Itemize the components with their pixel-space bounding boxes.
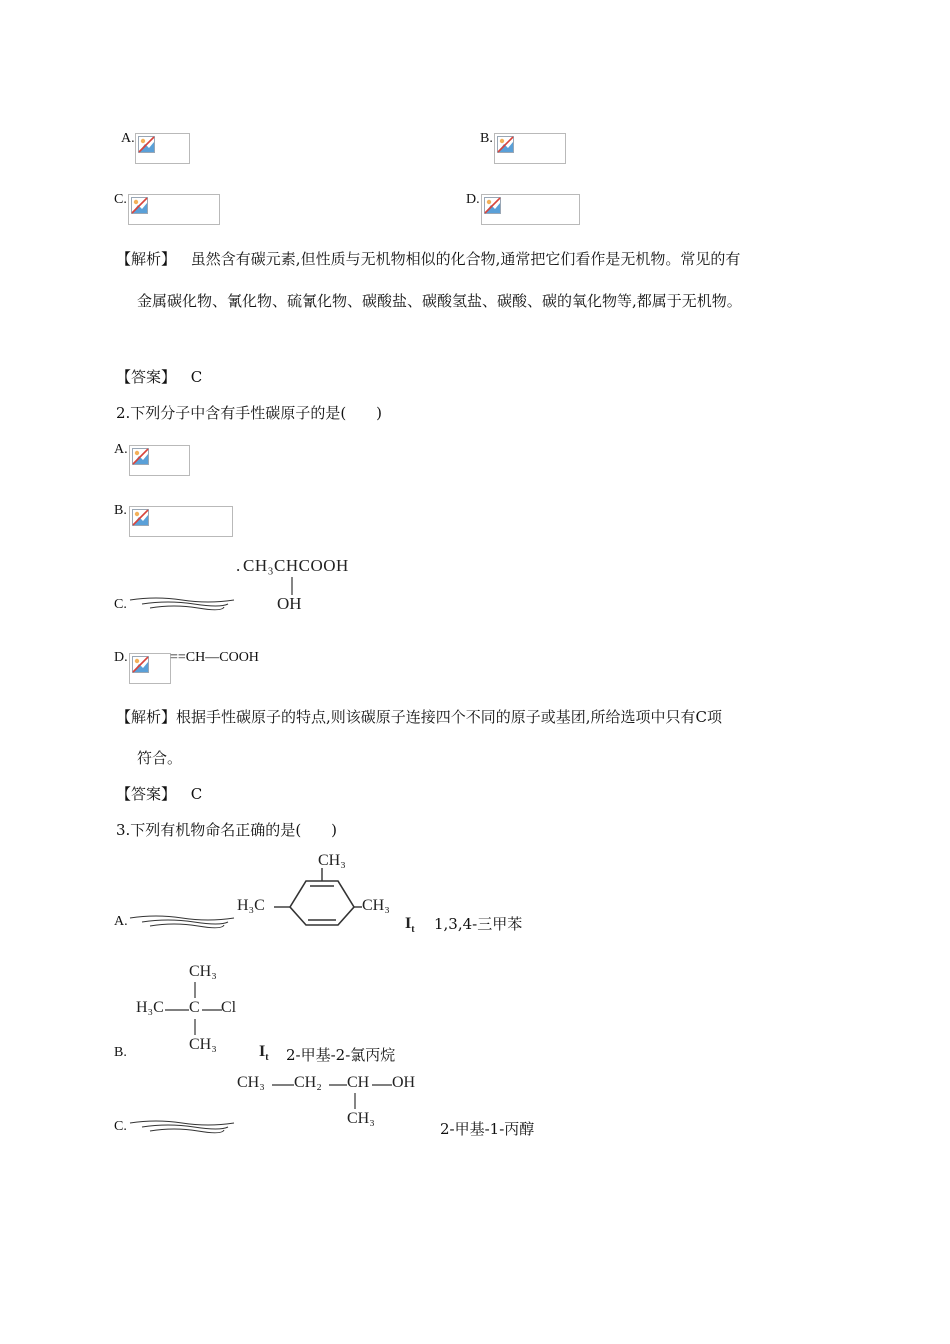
q2-option-d-label: D. <box>114 650 128 665</box>
q3-a-h3c: H₃C <box>237 897 265 914</box>
broken-image-icon <box>131 197 148 214</box>
q3-a-marker: $I_t$ <box>405 915 415 936</box>
q1-option-d-image <box>481 194 580 225</box>
q3-option-c-label: C. <box>114 1119 127 1134</box>
benzene-ring <box>268 868 368 930</box>
q2-d-formula: ==CH—COOH <box>170 650 259 665</box>
q2-c-formula-bottom: OH <box>277 594 302 613</box>
q1-option-d-label: D. <box>466 192 480 207</box>
q3-c-ch: CH <box>347 1074 370 1091</box>
q2-answer <box>116 784 202 804</box>
q2-c-formula-top: CH₃CHCOOH <box>243 556 349 575</box>
q1-analysis-line2: 金属碳化物、氰化物、硫氰化物、碳酸盐、碳酸氢盐、碳酸、碳的氧化物等,都属于无机物。 <box>137 292 742 310</box>
q1-option-c-label: C. <box>114 192 127 207</box>
broken-image-icon <box>132 509 149 526</box>
wave-scribble <box>128 912 236 930</box>
q2-option-a-image <box>129 445 190 476</box>
q3-b-h3c: H₃C <box>136 999 164 1016</box>
bond-line <box>202 1008 222 1012</box>
analysis-tag: 【解析】 <box>116 708 177 726</box>
q3-b-c: C <box>189 999 200 1016</box>
q3-b-cl: Cl <box>221 999 237 1016</box>
analysis-tag: 【解析】 <box>116 250 177 268</box>
q2-option-a-label: A. <box>114 442 128 457</box>
broken-image-icon <box>484 197 501 214</box>
q1-option-a-image <box>135 133 190 164</box>
bond-line <box>272 1083 294 1087</box>
q3-c-oh: OH <box>392 1074 416 1091</box>
q2-option-b-label: B. <box>114 503 127 518</box>
bond-line <box>193 1019 197 1035</box>
q3-a-ch3-top: CH₃ <box>318 852 346 869</box>
q3-c-ch3-bottom: CH₃ <box>347 1110 375 1127</box>
q1-option-c-image <box>128 194 220 225</box>
broken-image-icon <box>497 136 514 153</box>
q2-option-b-image <box>129 506 233 537</box>
q3-b-marker: $I_t$ <box>259 1043 269 1064</box>
q2-c-dot: . <box>236 556 241 575</box>
answer-tag: 【答案】 <box>116 785 177 803</box>
q1-answer-value: C <box>190 368 203 386</box>
wave-scribble <box>128 1117 236 1135</box>
q2-stem: 2.下列分子中含有手性碳原子的是( ) <box>116 404 383 422</box>
bond-line <box>353 1093 357 1109</box>
q2-analysis-line1 <box>116 707 722 727</box>
q3-b-ch3-bottom: CH₃ <box>189 1036 217 1053</box>
q3-c-ch3: CH₃ <box>237 1074 265 1091</box>
q2-answer-value: C <box>190 785 203 803</box>
q3-c-ch2: CH₂ <box>294 1074 322 1091</box>
q1-option-a-label: A. <box>121 131 135 146</box>
q3-a-ch3-right: CH₃ <box>362 897 390 914</box>
q1-answer <box>116 367 202 387</box>
q1-analysis-line1 <box>116 249 740 269</box>
broken-image-icon <box>132 448 149 465</box>
q1-option-b-image <box>494 133 566 164</box>
q3-a-name: 1,3,4-三甲苯 <box>434 915 523 933</box>
q3-b-name: 2-甲基-2-氯丙烷 <box>286 1046 396 1064</box>
broken-image-icon <box>132 656 149 673</box>
q2-option-d-image <box>129 653 171 684</box>
q3-stem: 3.下列有机物命名正确的是( ) <box>116 821 338 839</box>
q3-option-a-label: A. <box>114 914 128 929</box>
answer-tag: 【答案】 <box>116 368 177 386</box>
q2-option-c-label: C. <box>114 597 127 612</box>
q3-b-ch3-top: CH₃ <box>189 963 217 980</box>
bond-line <box>372 1083 392 1087</box>
bond-line <box>165 1008 189 1012</box>
q1-analysis-text: 虽然含有碳元素,但性质与无机物相似的化合物,通常把它们看作是无机物。常见的有 <box>190 250 741 268</box>
q3-c-name: 2-甲基-1-丙醇 <box>440 1120 535 1138</box>
q3-option-b-label: B. <box>114 1045 127 1060</box>
q2-analysis-text: 根据手性碳原子的特点,则该碳原子连接四个不同的原子或基团,所给选项中只有C项 <box>176 708 723 726</box>
bond-line <box>290 577 294 595</box>
wave-scribble <box>128 594 236 612</box>
q2-analysis-line2: 符合。 <box>137 749 183 767</box>
bond-line <box>329 1083 347 1087</box>
q1-option-b-label: B. <box>480 131 493 146</box>
broken-image-icon <box>138 136 155 153</box>
bond-line <box>193 982 197 998</box>
